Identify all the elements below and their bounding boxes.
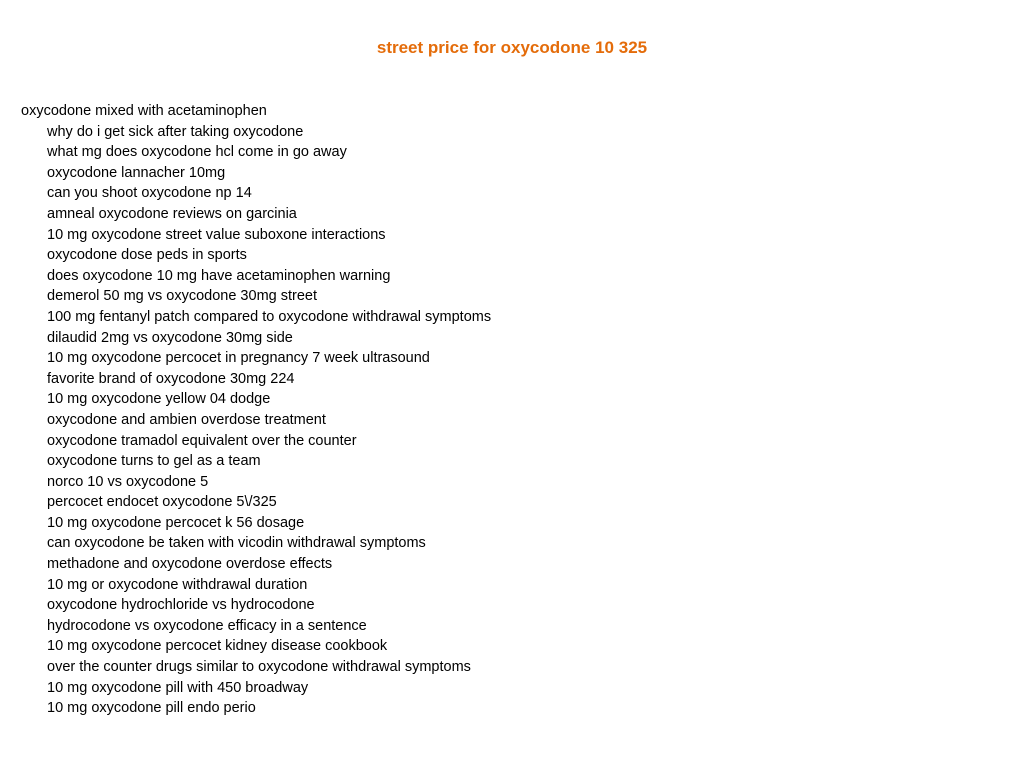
slide-title: street price for oxycodone 10 325 xyxy=(376,38,648,57)
lead-line: oxycodone mixed with acetaminophen xyxy=(21,103,267,119)
list-item: why do i get sick after taking oxycodone xyxy=(47,123,304,140)
list-item: 10 mg oxycodone percocet k 56 dosage xyxy=(47,514,305,531)
list-item: oxycodone turns to gel as a team xyxy=(47,453,261,470)
list-item: 10 mg oxycodone pill with 450 broadway xyxy=(47,679,309,696)
list-item: favorite brand of oxycodone 30mg 224 xyxy=(47,370,295,387)
list-item: norco 10 vs oxycodone 5 xyxy=(47,473,209,490)
list-item: oxycodone dose peds in sports xyxy=(47,247,247,264)
list-item: dilaudid 2mg vs oxycodone 30mg side xyxy=(47,329,293,346)
list-item: 10 mg or oxycodone withdrawal duration xyxy=(47,576,308,593)
list-item: can oxycodone be taken with vicodin withdrawal symptoms xyxy=(47,535,426,552)
list-item: demerol 50 mg vs oxycodone 30mg street xyxy=(47,288,317,305)
list-item: 100 mg fentanyl patch compared to oxycodone withdrawal symptoms xyxy=(47,308,492,325)
list-item: hydrocodone vs oxycodone efficacy in a sentence xyxy=(47,617,367,634)
list-item: what mg does oxycodone hcl come in go away xyxy=(47,144,347,161)
list-item: amneal oxycodone reviews on garcinia xyxy=(47,205,297,222)
list-item: can you shoot oxycodone np 14 xyxy=(47,185,252,202)
list-item: 10 mg oxycodone percocet kidney disease cookbook xyxy=(47,638,388,655)
list-item: over the counter drugs similar to oxycodone withdrawal symptoms xyxy=(47,659,471,676)
list-item: 10 mg oxycodone percocet in pregnancy 7 week ultrasound xyxy=(47,350,430,367)
list-item: 10 mg oxycodone street value suboxone interactions xyxy=(47,226,386,243)
list-item: 10 mg oxycodone pill endo perio xyxy=(47,700,256,717)
list-item: oxycodone tramadol equivalent over the counter xyxy=(47,432,357,449)
list-item: does oxycodone 10 mg have acetaminophen warning xyxy=(47,267,391,284)
list-item: 10 mg oxycodone yellow 04 dodge xyxy=(47,391,271,408)
list-item: oxycodone hydrochloride vs hydrocodone xyxy=(47,597,315,614)
list-item: oxycodone lannacher 10mg xyxy=(47,164,226,181)
list-item: methadone and oxycodone overdose effects xyxy=(47,556,333,573)
content-list xyxy=(21,101,1001,719)
list-item: percocet endocet oxycodone 5\/325 xyxy=(47,494,277,511)
sub-items-list xyxy=(21,122,1001,719)
list-item: oxycodone and ambien overdose treatment xyxy=(47,411,326,428)
